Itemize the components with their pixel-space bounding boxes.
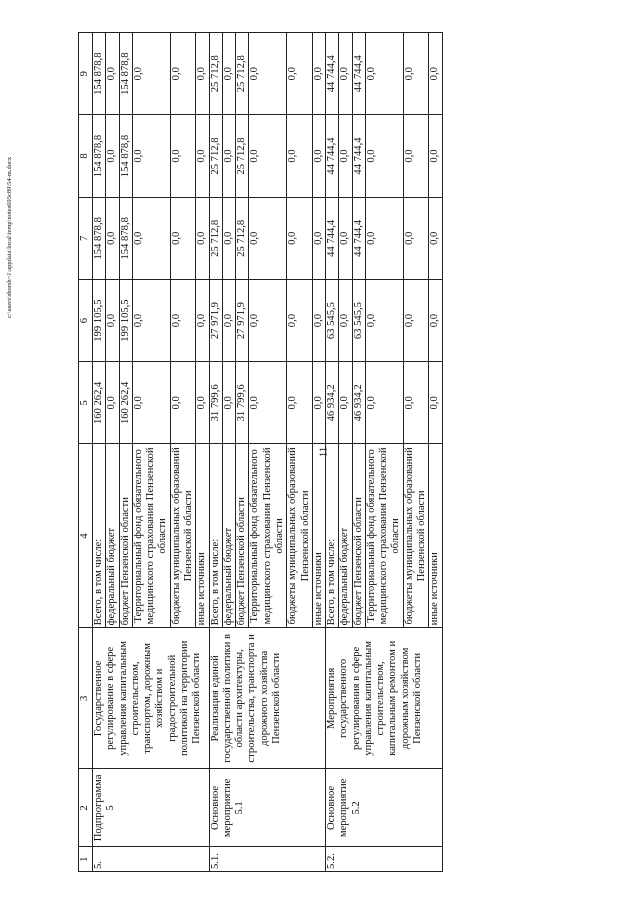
amount-cell: 25 712,8 [209,33,222,115]
amount-cell: 31 799,6 [209,362,222,444]
amount-cell: 0,0 [196,197,209,279]
amount-cell: 0,0 [287,279,313,361]
funding-source-cell: бюджеты муниципальных образований Пензенской области [170,444,196,628]
funding-source-cell: бюджеты муниципальных образований Пензенской области [403,444,429,628]
amount-cell: 44 744,4 [352,115,365,197]
amount-cell: 160 262,4 [93,362,106,444]
amount-cell: 0,0 [106,279,119,361]
amount-cell: 63 545,5 [326,279,339,361]
table-body [93,33,443,872]
amount-cell: 44 744,4 [326,197,339,279]
amount-cell: 46 934,2 [326,362,339,444]
amount-cell: 0,0 [429,197,442,279]
amount-cell: 0,0 [170,33,196,115]
amount-cell: 0,0 [403,115,429,197]
item-name-cell: Основное мероприятие 5.2 [326,769,443,847]
amount-cell: 199 105,5 [119,279,132,361]
amount-cell: 0,0 [287,362,313,444]
amount-cell: 25 712,8 [236,33,249,115]
amount-cell: 0,0 [222,279,235,361]
amount-cell: 0,0 [222,115,235,197]
header-cell: 8 [79,115,93,197]
amount-cell: 199 105,5 [93,279,106,361]
description-cell: Государственное регулирование в сфере управления капитальным строительством, транспортом, дорожным хозяйством и градостроительной политикой на территории Пензенской области [93,628,210,769]
amount-cell: 25 712,8 [236,197,249,279]
amount-cell: 0,0 [312,33,325,115]
amount-cell: 44 744,4 [352,33,365,115]
amount-cell: 0,0 [312,279,325,361]
amount-cell: 0,0 [403,279,429,361]
amount-cell: 0,0 [106,115,119,197]
amount-cell: 44 744,4 [352,197,365,279]
table-row [326,33,339,872]
amount-cell: 0,0 [365,115,403,197]
page-number: 11 [317,446,330,458]
amount-cell: 0,0 [429,279,442,361]
funding-source-cell: Территориальный фонд обязательного медицинского страхования Пензенской области [132,444,170,628]
amount-cell: 0,0 [339,197,352,279]
amount-cell: 0,0 [249,197,287,279]
amount-cell: 0,0 [339,279,352,361]
amount-cell: 0,0 [312,115,325,197]
amount-cell: 44 744,4 [326,115,339,197]
amount-cell: 25 712,8 [236,115,249,197]
amount-cell: 154 878,8 [119,115,132,197]
amount-cell: 0,0 [249,115,287,197]
amount-cell: 0,0 [196,362,209,444]
table-header-row [79,33,93,872]
amount-cell: 160 262,4 [119,362,132,444]
amount-cell: 0,0 [196,33,209,115]
item-number-cell: 5. [93,847,210,872]
funding-source-cell: Всего, в том числе: [93,444,106,628]
amount-cell: 0,0 [287,197,313,279]
amount-cell: 31 799,6 [236,362,249,444]
amount-cell: 0,0 [132,279,170,361]
funding-source-cell: бюджет Пензенской области [119,444,132,628]
funding-source-cell: Всего, в том числе: [209,444,222,628]
amount-cell: 0,0 [132,115,170,197]
amount-cell: 0,0 [106,33,119,115]
amount-cell: 0,0 [403,197,429,279]
item-name-cell: Основное мероприятие 5.1 [209,769,326,847]
amount-cell: 63 545,5 [352,279,365,361]
header-cell: 2 [79,769,93,847]
funding-source-cell: федеральный бюджет [339,444,352,628]
amount-cell: 0,0 [365,33,403,115]
amount-cell: 0,0 [132,362,170,444]
funding-source-cell: бюджеты муниципальных образований Пензенской области [287,444,313,628]
funding-source-cell: федеральный бюджет [106,444,119,628]
item-number-cell: 5.2. [326,847,443,872]
funding-source-cell: федеральный бюджет [222,444,235,628]
amount-cell: 0,0 [339,115,352,197]
amount-cell: 154 878,8 [119,197,132,279]
funding-source-cell: бюджет Пензенской области [352,444,365,628]
rotated-table-container [78,32,608,872]
amount-cell: 0,0 [170,115,196,197]
amount-cell: 0,0 [106,362,119,444]
item-name-cell: Подпрограмма 5 [93,769,210,847]
funding-source-cell: Всего, в том числе: [326,444,339,628]
amount-cell: 0,0 [106,197,119,279]
amount-cell: 0,0 [365,279,403,361]
amount-cell: 0,0 [403,362,429,444]
amount-cell: 0,0 [170,279,196,361]
amount-cell: 25 712,8 [209,115,222,197]
header-cell: 6 [79,279,93,361]
amount-cell: 0,0 [249,362,287,444]
amount-cell: 0,0 [222,362,235,444]
table-row [209,33,222,872]
amount-cell: 0,0 [196,115,209,197]
amount-cell: 0,0 [132,197,170,279]
amount-cell: 0,0 [429,115,442,197]
amount-cell: 0,0 [170,197,196,279]
amount-cell: 154 878,8 [93,197,106,279]
amount-cell: 0,0 [403,33,429,115]
funding-source-cell: иные источники [312,444,325,628]
item-number-cell: 5.1. [209,847,326,872]
funding-source-cell: иные источники [196,444,209,628]
amount-cell: 0,0 [339,33,352,115]
amount-cell: 0,0 [222,197,235,279]
funding-table [78,32,443,872]
amount-cell: 44 744,4 [326,33,339,115]
header-cell: 3 [79,628,93,769]
amount-cell: 0,0 [429,362,442,444]
amount-cell: 0,0 [170,362,196,444]
amount-cell: 27 971,9 [236,279,249,361]
amount-cell: 0,0 [339,362,352,444]
amount-cell: 0,0 [249,33,287,115]
amount-cell: 154 878,8 [93,115,106,197]
footer-file-path: c:\users\sborsh~1\appdata\local\temp\notes693c89\54-m.docx [6,156,13,318]
amount-cell: 0,0 [312,197,325,279]
header-cell: 5 [79,362,93,444]
amount-cell: 0,0 [132,33,170,115]
amount-cell: 0,0 [287,115,313,197]
header-cell: 1 [79,847,93,872]
amount-cell: 0,0 [429,33,442,115]
amount-cell: 0,0 [365,197,403,279]
header-cell: 4 [79,444,93,628]
description-cell: Мероприятия государственного регулирования в сфере управления капитальным строительством, капитальным ремонтом и дорожным хозяйством Пензенской области [326,628,443,769]
table-row [93,33,106,872]
amount-cell: 0,0 [249,279,287,361]
amount-cell: 154 878,8 [93,33,106,115]
amount-cell: 0,0 [287,33,313,115]
amount-cell: 46 934,2 [352,362,365,444]
amount-cell: 25 712,8 [209,197,222,279]
amount-cell: 0,0 [312,362,325,444]
amount-cell: 27 971,9 [209,279,222,361]
amount-cell: 0,0 [196,279,209,361]
amount-cell: 0,0 [365,362,403,444]
funding-source-cell: иные источники [429,444,442,628]
funding-source-cell: Территориальный фонд обязательного медицинского страхования Пензенской области [249,444,287,628]
funding-source-cell: Территориальный фонд обязательного медицинского страхования Пензенской области [365,444,403,628]
description-cell: Реализация единой государственной политики в области архитектуры, строительства, транспорта и дорожного хозяйства Пензенской области [209,628,326,769]
header-cell: 9 [79,33,93,115]
header-cell: 7 [79,197,93,279]
funding-source-cell: бюджет Пензенской области [236,444,249,628]
amount-cell: 154 878,8 [119,33,132,115]
amount-cell: 0,0 [222,33,235,115]
